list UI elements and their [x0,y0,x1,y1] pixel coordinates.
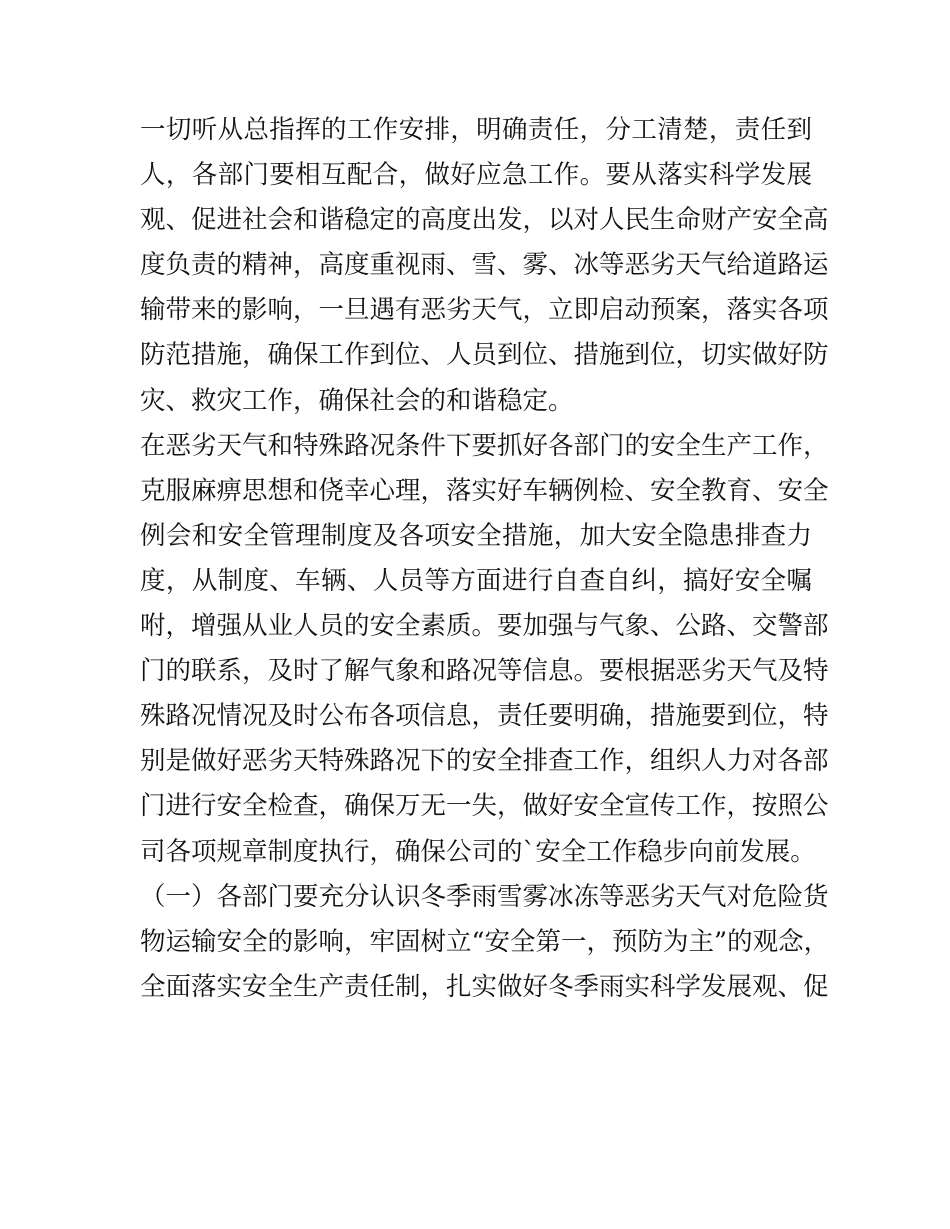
text-line: 一切听从总指挥的工作安排，明确责任，分工清楚，责任到 [140,115,812,145]
text-line: 克服麻痹思想和侥幸心理，落实好车辆例检、安全教育、安全 [140,475,829,506]
text-line: 度，从制度、车辆、人员等方面进行自查自纠，搞好安全嘱 [140,565,812,596]
text-line: 输带来的影响，一旦遇有恶劣天气，立即启动预案，落实各项 [140,295,829,326]
text-line: 全面落实安全生产责任制，扎实做好冬季雨实科学发展观、促 [140,971,829,1002]
text-line: （一）各部门要充分认识冬季雨雪雾冰冻等恶劣天气对危险货 [140,881,829,912]
text-line: 防范措施，确保工作到位、人员到位、措施到位，切实做好防 [140,340,829,371]
text-line: 门进行安全检查，确保万无一失，做好安全宣传工作，按照公 [140,791,829,822]
paragraph-2 [140,424,829,875]
paragraph-3 [140,875,830,1010]
text-line: 灾、救灾工作，确保社会的和谐稳定。 [140,385,574,416]
text-line: 人，各部门要相互配合，做好应急工作。要从落实科学发展 [140,160,812,191]
text-line: 门的联系，及时了解气象和路况等信息。要根据恶劣天气及特 [140,656,829,687]
paragraph-1 [140,108,829,424]
text-line: 例会和安全管理制度及各项安全措施，加大安全隐患排查力 [140,520,812,551]
text-line: 物运输安全的影响，牢固树立“安全第一，预防为主”的观念， [140,926,830,957]
text-line: 在恶劣天气和特殊路况条件下要抓好各部门的安全生产工作， [140,430,829,461]
text-line: 司各项规章制度执行，确保公司的`安全工作稳步向前发展。 [140,836,816,867]
text-line: 观、促进社会和谐稳定的高度出发，以对人民生命财产安全高 [140,205,829,236]
text-line: 别是做好恶劣天特殊路况下的安全排查工作，组织人力对各部 [140,746,829,777]
text-line: 殊路况情况及时公布各项信息，责任要明确，措施要到位，特 [140,701,829,732]
document-body [140,108,830,1010]
text-line: 咐，增强从业人员的安全素质。要加强与气象、公路、交警部 [140,611,829,642]
text-line: 度负责的精神，高度重视雨、雪、雾、冰等恶劣天气给道路运 [140,250,829,281]
